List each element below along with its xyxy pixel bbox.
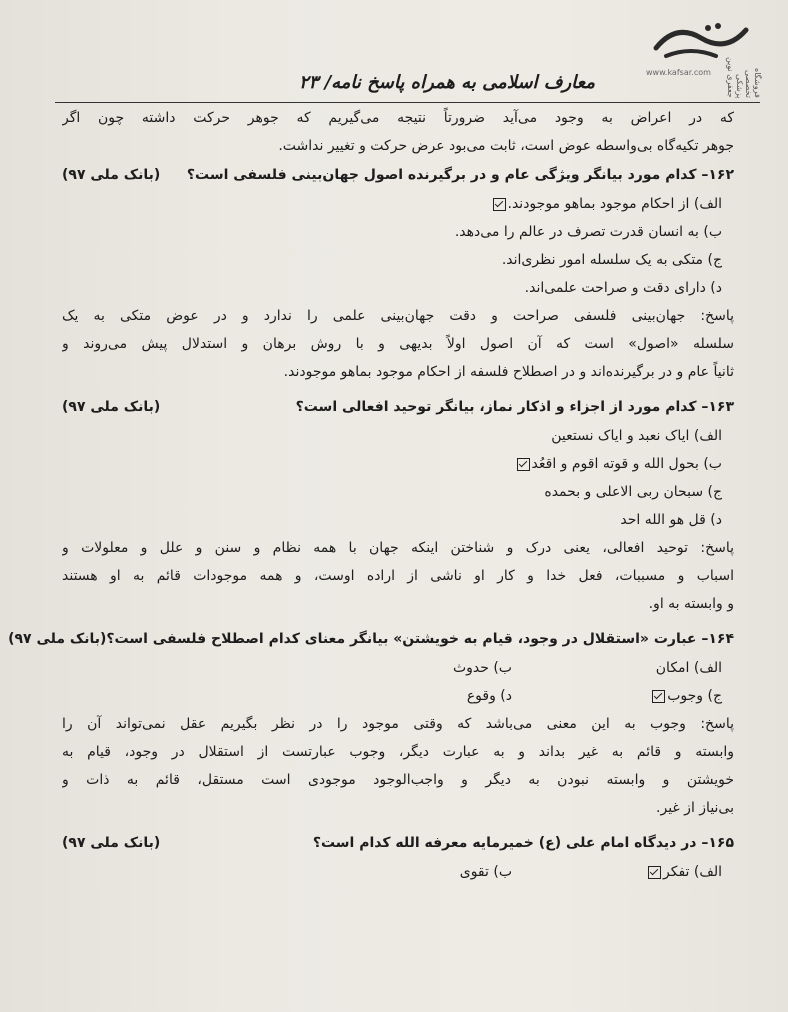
option-row: [62, 654, 734, 682]
answer-line: بی‌نیاز از غیر.: [656, 800, 734, 816]
question-source: (بانک ملی ۹۷): [62, 167, 161, 183]
option-b: ب) به انسان قدرت تصرف در عالم را می‌دهد.: [454, 224, 722, 240]
store-logo: [646, 18, 766, 98]
question-number: ۱۶۵: [708, 835, 734, 851]
logo-caption: فروشگاه تخصصی پزشکی جعفری نوین: [726, 57, 762, 98]
question-number: ۱۶۲: [708, 167, 734, 183]
question-165: [62, 828, 734, 858]
answer-line: پاسخ: جهان‌بینی فلسفی صراحت و دقت جهان‌بینی علمی را ندارد و در عوض متکی به یک: [62, 308, 734, 324]
question-source: (بانک ملی ۹۷): [8, 631, 107, 647]
option-c: ج) متکی به یک سلسله امور نظری‌اند.: [501, 252, 722, 268]
running-title: معارف اسلامی به همراه پاسخ نامه/ ۲۳: [298, 72, 595, 93]
answer-line: اسباب و مسببات، فعل خدا و کار او ناشی از اراده اوست، و همه موجودات قائم به او هستند: [62, 568, 734, 584]
answer-line: و وابسته به او.: [648, 596, 734, 612]
option-row: [62, 682, 734, 710]
option-d: د) وقوع: [466, 688, 512, 704]
page-content: [8, 104, 734, 886]
question-164: [8, 624, 734, 654]
question-number: ۱۶۴: [708, 631, 734, 647]
intro-line: جوهر تکیه‌گاه بی‌واسطه عوض است، ثابت می‌بود عرض حرکت و تغییر نداشت.: [278, 138, 734, 154]
question-source: (بانک ملی ۹۷): [62, 835, 161, 851]
answer-line: خویشتن و وابسته نبودن به دیگر و واجب‌الوجود موجودی است مستقل، قائم به ذات و: [62, 772, 734, 788]
checkmark-icon: [652, 690, 665, 703]
question-text: – عبارت «استقلال در وجود، قیام به خویشتن» بیانگر معنای کدام اصطلاح فلسفی است؟: [106, 631, 709, 647]
option-d: د) دارای دقت و صراحت علمی‌اند.: [524, 280, 722, 296]
option-a: الف) از احکام موجود بماهو موجودند.: [62, 190, 734, 218]
question-162: [62, 160, 734, 190]
question-163: [62, 392, 734, 422]
question-source: (بانک ملی ۹۷): [62, 399, 161, 415]
answer-line: ثانیاً عام و در برگیرنده‌اند و در اصطلاح فلسفه از احکام موجود بماهو موجودند.: [283, 364, 734, 380]
answer-line: وابسته و قائم به غیر بداند و به عبارت دیگر، وجوب عبارتست از استقلال در وجود، قیام به: [62, 744, 734, 760]
logo-website: www.kafsar.com: [646, 68, 711, 77]
answer-line: پاسخ: توحید افعالی، یعنی درک و شناختن اینکه جهان با همه نظام و سنن و علل و معلولات و: [62, 540, 734, 556]
question-text: – کدام مورد بیانگر ویژگی عام و در برگیرنده اصول جهان‌بینی فلسفی است؟: [186, 167, 709, 183]
answer-line: پاسخ: وجوب به این معنی می‌باشد که وقتی موجود را در نظر بگیریم عقل نمی‌تواند آن را: [62, 716, 734, 732]
option-row: [62, 858, 734, 886]
question-text: – کدام مورد از اجزاء و اذکار نماز، بیانگر توحید افعالی است؟: [295, 399, 709, 415]
option-c: ج) وجوب: [512, 682, 722, 710]
question-text: – در دیدگاه امام علی (ع) خمیرمایه معرفه الله کدام است؟: [312, 835, 709, 851]
option-d: د) قل هو الله احد: [620, 512, 722, 528]
checkmark-icon: [493, 198, 506, 211]
option-b: ب) تقوی: [459, 864, 512, 880]
checkmark-icon: [517, 458, 530, 471]
option-b: ب) حدوث: [452, 660, 512, 676]
answer-line: سلسله «اصول» است که آن اصول اولاً بدیهی و با روش برهان و استدلال پیش می‌روند و: [62, 336, 734, 352]
option-c: ج) سبحان ربی الاعلی و بحمده: [544, 484, 722, 500]
option-b: ب) بحول الله و قوته اقوم و اقعُد: [62, 450, 734, 478]
intro-line: که در اعراض به وجود می‌آید ضرورتاً نتیجه می‌گیریم که جوهر حرکت داشته چون اگر: [62, 110, 734, 126]
option-a: الف) تفکر: [512, 858, 722, 886]
checkmark-icon: [648, 866, 661, 879]
option-a: الف) ایاک نعبد و ایاک نستعین: [551, 428, 722, 444]
option-a: الف) امکان: [655, 660, 722, 676]
question-number: ۱۶۳: [708, 399, 734, 415]
